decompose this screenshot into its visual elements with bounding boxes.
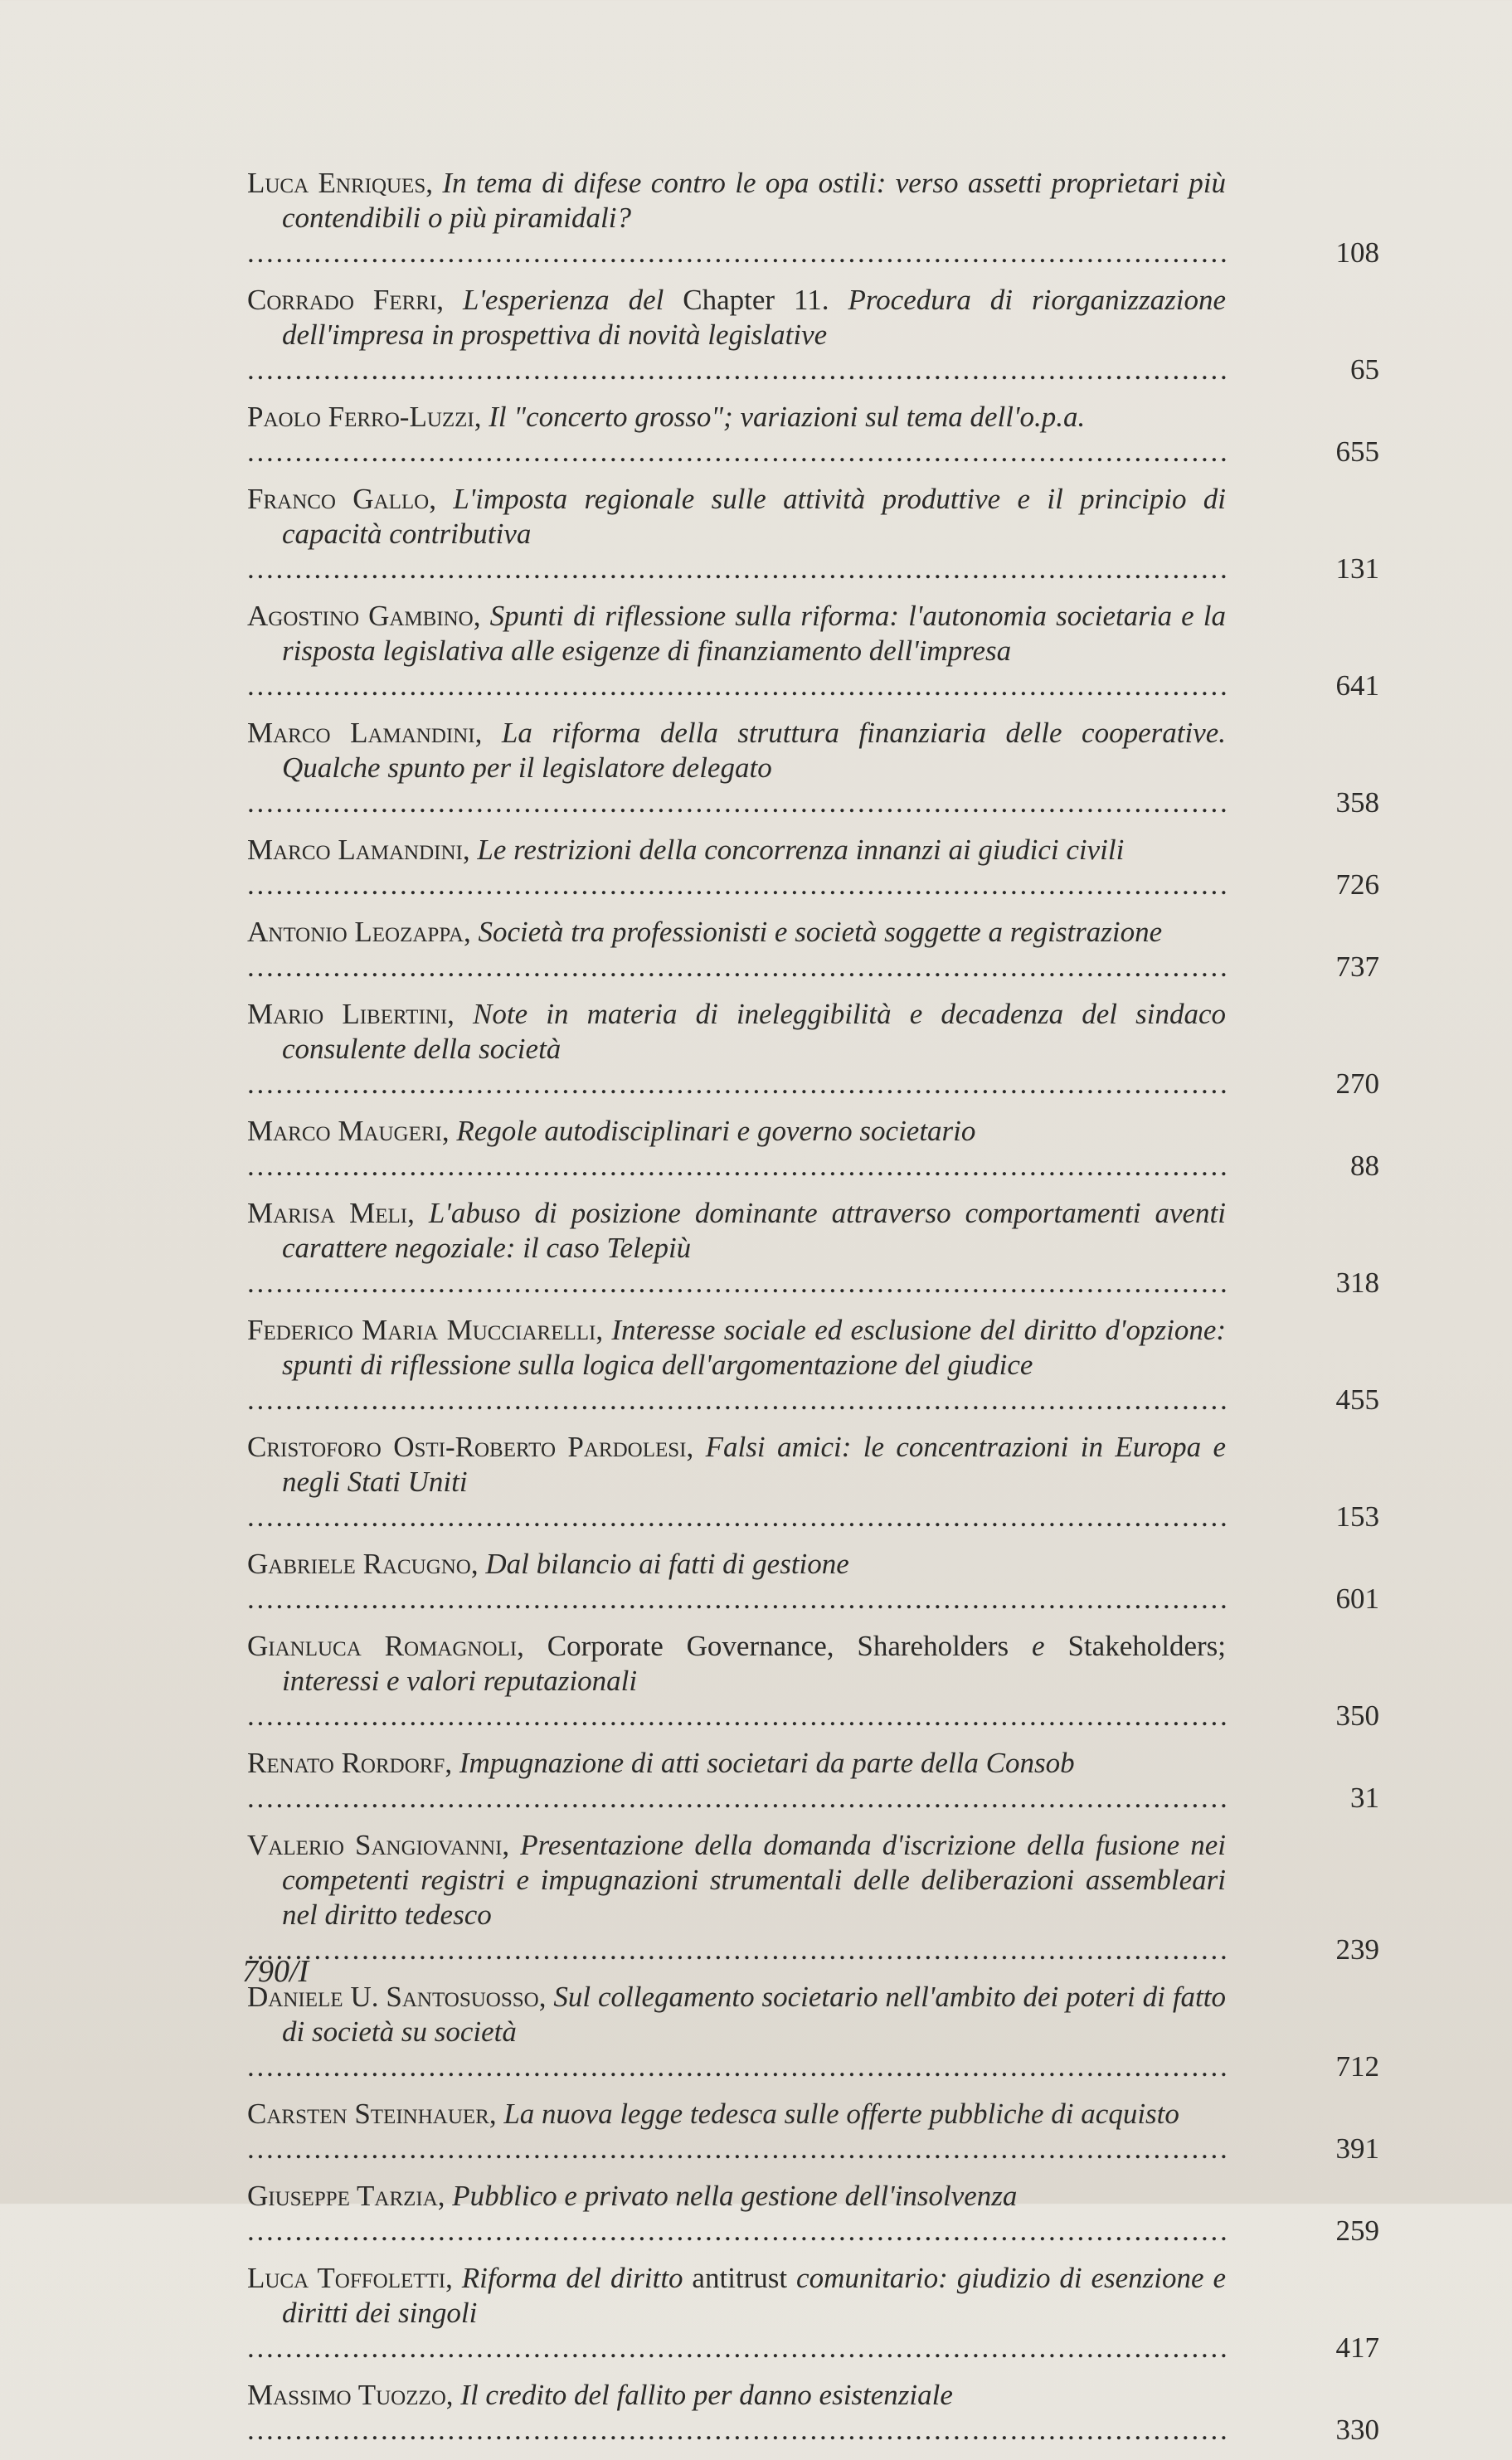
page-reference: 790/I — [242, 1954, 309, 1989]
entry-title-segment: comunitario: giudizio di esenzione e diritti dei singoli — [282, 2262, 1226, 2329]
entry-page-number: 417 — [1335, 2331, 1379, 2364]
entry-title-segment: Regole autodisciplinari e governo societario — [456, 1115, 976, 1147]
entry-page-number: 153 — [1335, 1500, 1379, 1533]
toc-entry — [247, 716, 1379, 820]
entry-page-number: 391 — [1335, 2132, 1379, 2165]
toc-entry — [247, 2261, 1379, 2365]
entry-page-number: 270 — [1335, 1067, 1379, 1100]
entry-author: Marco Maugeri — [247, 1115, 442, 1147]
entry-title-segment: e — [1032, 1630, 1045, 1662]
toc-entry — [247, 283, 1379, 387]
entry-title-segment: Dal bilancio ai fatti di gestione — [485, 1548, 849, 1580]
table-of-contents — [247, 166, 1379, 2460]
entry-title-segment: Il "concerto grosso"; variazioni sul tema dell'o.p.a. — [489, 401, 1086, 433]
toc-entry — [247, 2179, 1379, 2249]
entry-title-segment: Spunti di riflessione sulla riforma: l'autonomia societaria e la risposta legislativa alle esigenze di finanziamento dell'impresa — [282, 600, 1226, 667]
entry-title-segment: Pubblico e privato nella gestione dell'insolvenza — [452, 2180, 1018, 2212]
entry-title-segment: Il credito del fallito per danno esistenziale — [460, 2379, 953, 2411]
entry-page-number: 712 — [1335, 2050, 1379, 2083]
toc-entry — [247, 997, 1379, 1101]
entry-page-number: 330 — [1335, 2414, 1379, 2446]
entry-page-number: 641 — [1335, 669, 1379, 702]
entry-author: Antonio Leozappa — [247, 916, 464, 948]
toc-entry — [247, 1547, 1379, 1617]
entry-text: Marco Lamandini, La riforma della struttura finanziaria delle cooperative. Qualche spunto per il legislatore delegato . . . — [247, 716, 1226, 820]
entry-title-segment: La nuova legge tedesca sulle offerte pubbliche di acquisto — [503, 2098, 1179, 2130]
entry-author: Massimo Tuozzo — [247, 2379, 446, 2411]
entry-title-segment: Sul collegamento societario nell'ambito dei poteri di fatto di società su società — [282, 1981, 1226, 2048]
entry-author: Marco Lamandini — [247, 717, 475, 749]
entry-page-number: 131 — [1335, 552, 1379, 585]
entry-text: Paolo Ferro-Luzzi, Il "concerto grosso"; variazioni sul tema dell'o.p.a. . . . — [247, 400, 1226, 469]
entry-title-segment: interessi e valori reputazionali — [282, 1665, 638, 1697]
toc-entry — [247, 1629, 1379, 1733]
entry-author: Giuseppe Tarzia — [247, 2180, 438, 2212]
toc-entry — [247, 2097, 1379, 2166]
toc-entry — [247, 1980, 1379, 2084]
toc-entry — [247, 833, 1379, 902]
entry-title-segment: Interesse sociale ed esclusione del diritto d'opzione: spunti di riflessione sulla logica dell'argomentazione del giudice — [282, 1314, 1226, 1381]
entry-title-segment: Società tra professionisti e società soggette a registrazione — [478, 916, 1163, 948]
entry-author: Marisa Meli — [247, 1197, 408, 1229]
entry-text: Marco Maugeri, Regole autodisciplinari e governo societario . . . — [247, 1114, 1226, 1184]
entry-title-segment: L'abuso di posizione dominante attraverso comportamenti aventi carattere negoziale: il caso Telepiù — [282, 1197, 1226, 1264]
entry-title-segment: La riforma della struttura finanziaria delle cooperative. Qualche spunto per il legislatore delegato — [282, 717, 1226, 784]
entry-title-segment: In tema di difese contro le opa ostili: verso assetti proprietari più contendibili o più piramidali? — [282, 167, 1226, 234]
entry-text: Antonio Leozappa, Società tra professionisti e società soggette a registrazione . . . — [247, 915, 1226, 984]
entry-page-number: 318 — [1335, 1266, 1379, 1299]
entry-title-segment: Chapter 11. — [664, 284, 848, 316]
entry-page-number: 350 — [1335, 1699, 1379, 1732]
entry-text: Marisa Meli, L'abuso di posizione dominante attraverso comportamenti aventi carattere negoziale: il caso Telepiù . . . — [247, 1196, 1226, 1300]
entry-text: Giuseppe Tarzia, Pubblico e privato nella gestione dell'insolvenza . . . — [247, 2179, 1226, 2249]
entry-author: Renato Rordorf — [247, 1747, 445, 1779]
entry-title-segment: L'imposta regionale sulle attività produttive e il principio di capacità contributiva — [282, 483, 1226, 550]
entry-title-segment: Riforma del diritto — [461, 2262, 683, 2294]
entry-author: Carsten Steinhauer — [247, 2098, 489, 2130]
toc-entry — [247, 2378, 1379, 2448]
entry-title-segment: Stakeholders; — [1044, 1630, 1226, 1662]
entry-page-number: 65 — [1350, 353, 1379, 386]
entry-page-number: 259 — [1335, 2214, 1379, 2247]
entry-title-segment: Falsi amici: le concentrazioni in Europa e negli Stati Uniti — [282, 1431, 1226, 1498]
entry-author: Corrado Ferri — [247, 284, 437, 316]
entry-page-number: 655 — [1335, 435, 1379, 468]
entry-text: Gianluca Romagnoli, Corporate Governance, Shareholders e Stakeholders; interessi e valori reputazionali . . . — [247, 1629, 1226, 1733]
toc-entry — [247, 1313, 1379, 1417]
entry-author: Daniele U. Santosuosso — [247, 1981, 539, 2013]
entry-author: Gabriele Racugno — [247, 1548, 471, 1580]
entry-page-number: 358 — [1335, 786, 1379, 819]
entry-text: Renato Rordorf, Impugnazione di atti societari da parte della Consob . . . — [247, 1746, 1226, 1816]
entry-text: Massimo Tuozzo, Il credito del fallito per danno esistenziale . . . — [247, 2378, 1226, 2448]
entry-author: Cristoforo Osti-Roberto Pardolesi — [247, 1431, 687, 1463]
entry-text: Franco Gallo, L'imposta regionale sulle attività produttive e il principio di capacità contributiva . . . — [247, 482, 1226, 586]
toc-entry — [247, 915, 1379, 984]
toc-entry — [247, 400, 1379, 469]
entry-author: Marco Lamandini — [247, 834, 463, 866]
entry-author: Luca Toffoletti — [247, 2262, 446, 2294]
entry-author: Gianluca Romagnoli — [247, 1630, 518, 1662]
entry-text: Agostino Gambino, Spunti di riflessione sulla riforma: l'autonomia societaria e la risposta legislativa alle esigenze di finanziamento dell'impresa . . . — [247, 599, 1226, 703]
entry-title-segment: Note in materia di ineleggibilità e decadenza del sindaco consulente della società — [282, 998, 1226, 1065]
toc-entry — [247, 599, 1379, 703]
entry-text: Luca Enriques, In tema di difese contro le opa ostili: verso assetti proprietari più contendibili o più piramidali? . . . — [247, 166, 1226, 270]
toc-entry — [247, 1114, 1379, 1184]
entry-text: Gabriele Racugno, Dal bilancio ai fatti di gestione . . . — [247, 1547, 1226, 1617]
entry-page-number: 737 — [1335, 950, 1379, 983]
entry-author: Paolo Ferro-Luzzi — [247, 401, 474, 433]
toc-entry — [247, 1430, 1379, 1534]
entry-text: Cristoforo Osti-Roberto Pardolesi, Falsi amici: le concentrazioni in Europa e negli Stati Uniti . . . — [247, 1430, 1226, 1534]
entry-author: Franco Gallo — [247, 483, 430, 515]
entry-text: Marco Lamandini, Le restrizioni della concorrenza innanzi ai giudici civili . . . — [247, 833, 1226, 902]
entry-title-segment: Le restrizioni della concorrenza innanzi ai giudici civili — [477, 834, 1125, 866]
entry-author: Federico Maria Mucciarelli — [247, 1314, 596, 1346]
entry-page-number: 726 — [1335, 868, 1379, 901]
entry-text: Carsten Steinhauer, La nuova legge tedesca sulle offerte pubbliche di acquisto . . . — [247, 2097, 1226, 2166]
entry-text: Mario Libertini, Note in materia di ineleggibilità e decadenza del sindaco consulente della società . . . — [247, 997, 1226, 1101]
entry-page-number: 31 — [1350, 1782, 1379, 1814]
entry-author: Agostino Gambino — [247, 600, 474, 632]
entry-text: Valerio Sangiovanni, Presentazione della domanda d'iscrizione della fusione nei competenti registri e impugnazioni strumentali delle deliberazioni assembleari nel diritto tedesco . . . — [247, 1828, 1226, 1967]
entry-text: Federico Maria Mucciarelli, Interesse sociale ed esclusione del diritto d'opzione: spunti di riflessione sulla logica dell'argomentazione del giudice . . . — [247, 1313, 1226, 1417]
entry-text: Daniele U. Santosuosso, Sul collegamento societario nell'ambito dei poteri di fatto di società su società . . . — [247, 1980, 1226, 2084]
entry-author: Valerio Sangiovanni — [247, 1829, 503, 1861]
entry-page-number: 88 — [1350, 1150, 1379, 1182]
toc-entry — [247, 1196, 1379, 1300]
entry-title-segment: Impugnazione di atti societari da parte della Consob — [459, 1747, 1075, 1779]
entry-page-number: 455 — [1335, 1383, 1379, 1416]
entry-title-segment: L'esperienza del — [462, 284, 664, 316]
entry-text: Luca Toffoletti, Riforma del diritto antitrust comunitario: giudizio di esenzione e diritti dei singoli . . . — [247, 2261, 1226, 2365]
entry-text: Corrado Ferri, L'esperienza del Chapter 11. Procedura di riorganizzazione dell'impresa in prospettiva di novità legislative . . . — [247, 283, 1226, 387]
entry-page-number: 108 — [1335, 236, 1379, 269]
entry-title-segment: Procedura di riorganizzazione dell'impresa in prospettiva di novità legislative — [282, 284, 1226, 351]
entry-author: Mario Libertini — [247, 998, 448, 1030]
toc-entry — [247, 1828, 1379, 1967]
entry-title-segment: Corporate Governance, Shareholders — [547, 1630, 1033, 1662]
entry-title-segment: antitrust — [683, 2262, 797, 2294]
toc-entry — [247, 166, 1379, 270]
entry-title-segment: Presentazione della domanda d'iscrizione della fusione nei competenti registri e impugnazioni strumentali delle deliberazioni assembleari nel diritto tedesco — [282, 1829, 1226, 1931]
entry-page-number: 239 — [1335, 1933, 1379, 1966]
toc-entry — [247, 1746, 1379, 1816]
entry-author: Luca Enriques — [247, 167, 426, 199]
entry-page-number: 601 — [1335, 1582, 1379, 1615]
toc-entry — [247, 482, 1379, 586]
